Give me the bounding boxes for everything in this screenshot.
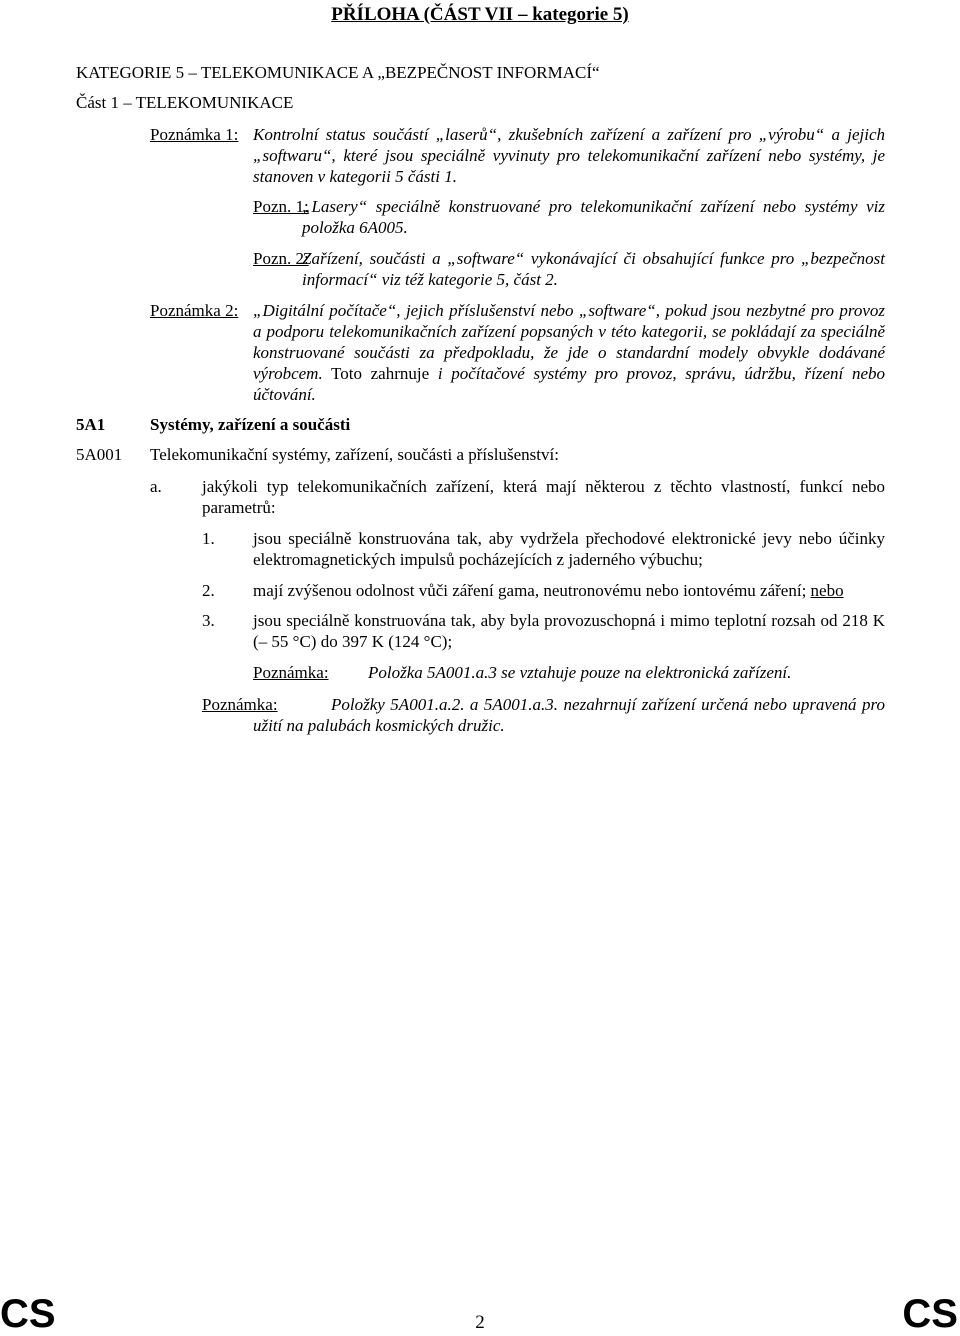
item-a-label: a. — [150, 477, 162, 496]
inner-note-text: Položka 5A001.a.3 se vztahuje pouze na elektronická zařízení. — [368, 663, 792, 682]
pozn2-label: Pozn. 2: — [253, 249, 309, 268]
category-heading: KATEGORIE 5 – TELEKOMUNIKACE A „BEZPEČNOST INFORMACÍ“ — [76, 63, 600, 82]
item-title: Telekomunikační systémy, zařízení, součásti a příslušenství: — [150, 445, 559, 464]
pozn1-label: Pozn. 1: — [253, 197, 309, 216]
pozn1-text: „Lasery“ speciálně konstruované pro telekomunikační zařízení nebo systémy viz položka 6A005. — [302, 197, 885, 237]
footer-lang-left: CS — [0, 1292, 56, 1336]
note2-text-plain: Toto zahrnuje — [322, 364, 438, 383]
footer-lang-right: CS — [902, 1292, 958, 1336]
page-number: 2 — [475, 1312, 485, 1333]
note2-label: Poznámka 2: — [150, 301, 239, 320]
sub2-text — [253, 580, 885, 601]
page-title: PŘÍLOHA (ČÁST VII – kategorie 5) — [331, 4, 629, 25]
note2-text-italic2: i počítačové systémy pro provoz, správu, údržbu, řízení nebo účtování. — [253, 364, 885, 404]
section-title: Systémy, zařízení a součásti — [150, 415, 351, 434]
sub3-text: jsou speciálně konstruována tak, aby byla provozuschopná i mimo teplotní rozsah od 218 K (– 55 °C) do 397 K (124 °C); — [253, 611, 885, 651]
note1-label: Poznámka 1: — [150, 125, 239, 144]
outer-note-text: Položky 5A001.a.2. a 5A001.a.3. nezahrnují zařízení určená nebo upravená pro užití na palubách kosmických družic. — [253, 695, 885, 735]
note1-text: Kontrolní status součástí „laserů“, zkušebních zařízení a zařízení pro „výrobu“ a jejich „softwaru“, které jsou speciálně vyvinuty pro telekomunikační zařízení nebo systémy, je stanoven v kategorii 5 části 1. — [253, 125, 885, 186]
outer-note-label: Poznámka: — [202, 695, 278, 714]
sub2-num: 2. — [202, 581, 215, 600]
note2-text — [253, 300, 885, 405]
sub2-suffix: nebo — [810, 581, 844, 600]
item-a-text: jakýkoli typ telekomunikačních zařízení, která mají některou z těchto vlastností, funkcí nebo parametrů: — [202, 477, 885, 517]
sub1-num: 1. — [202, 529, 215, 548]
sub2-text-main: mají zvýšenou odolnost vůči záření gama, neutronovému nebo iontovému záření; — [253, 581, 807, 600]
item-code: 5A001 — [76, 445, 123, 464]
sub1-text: jsou speciálně konstruována tak, aby vydržela přechodové elektronické jevy nebo účinky elektromagnetických impulsů pocházejících z jaderného výbuchu; — [253, 529, 885, 569]
inner-note-label: Poznámka: — [253, 663, 329, 682]
section-code: 5A1 — [76, 415, 106, 434]
sub3-num: 3. — [202, 611, 215, 630]
pozn2-text: Zařízení, součásti a „software“ vykonávající či obsahující funkce pro „bezpečnost informací“ viz též kategorie 5, část 2. — [302, 249, 885, 289]
note2-text-italic1: „Digitální počítače“, jejich příslušenství nebo „software“, pokud jsou nezbytné pro provoz a podporu telekomunikačních zařízení popsaných v této kategorii, se pokládají za speciálně konstruované součásti za předpokladu, že jde o standardní modely obvykle dodávané výrobcem. — [253, 301, 885, 383]
part-heading: Část 1 – TELEKOMUNIKACE — [76, 93, 294, 112]
